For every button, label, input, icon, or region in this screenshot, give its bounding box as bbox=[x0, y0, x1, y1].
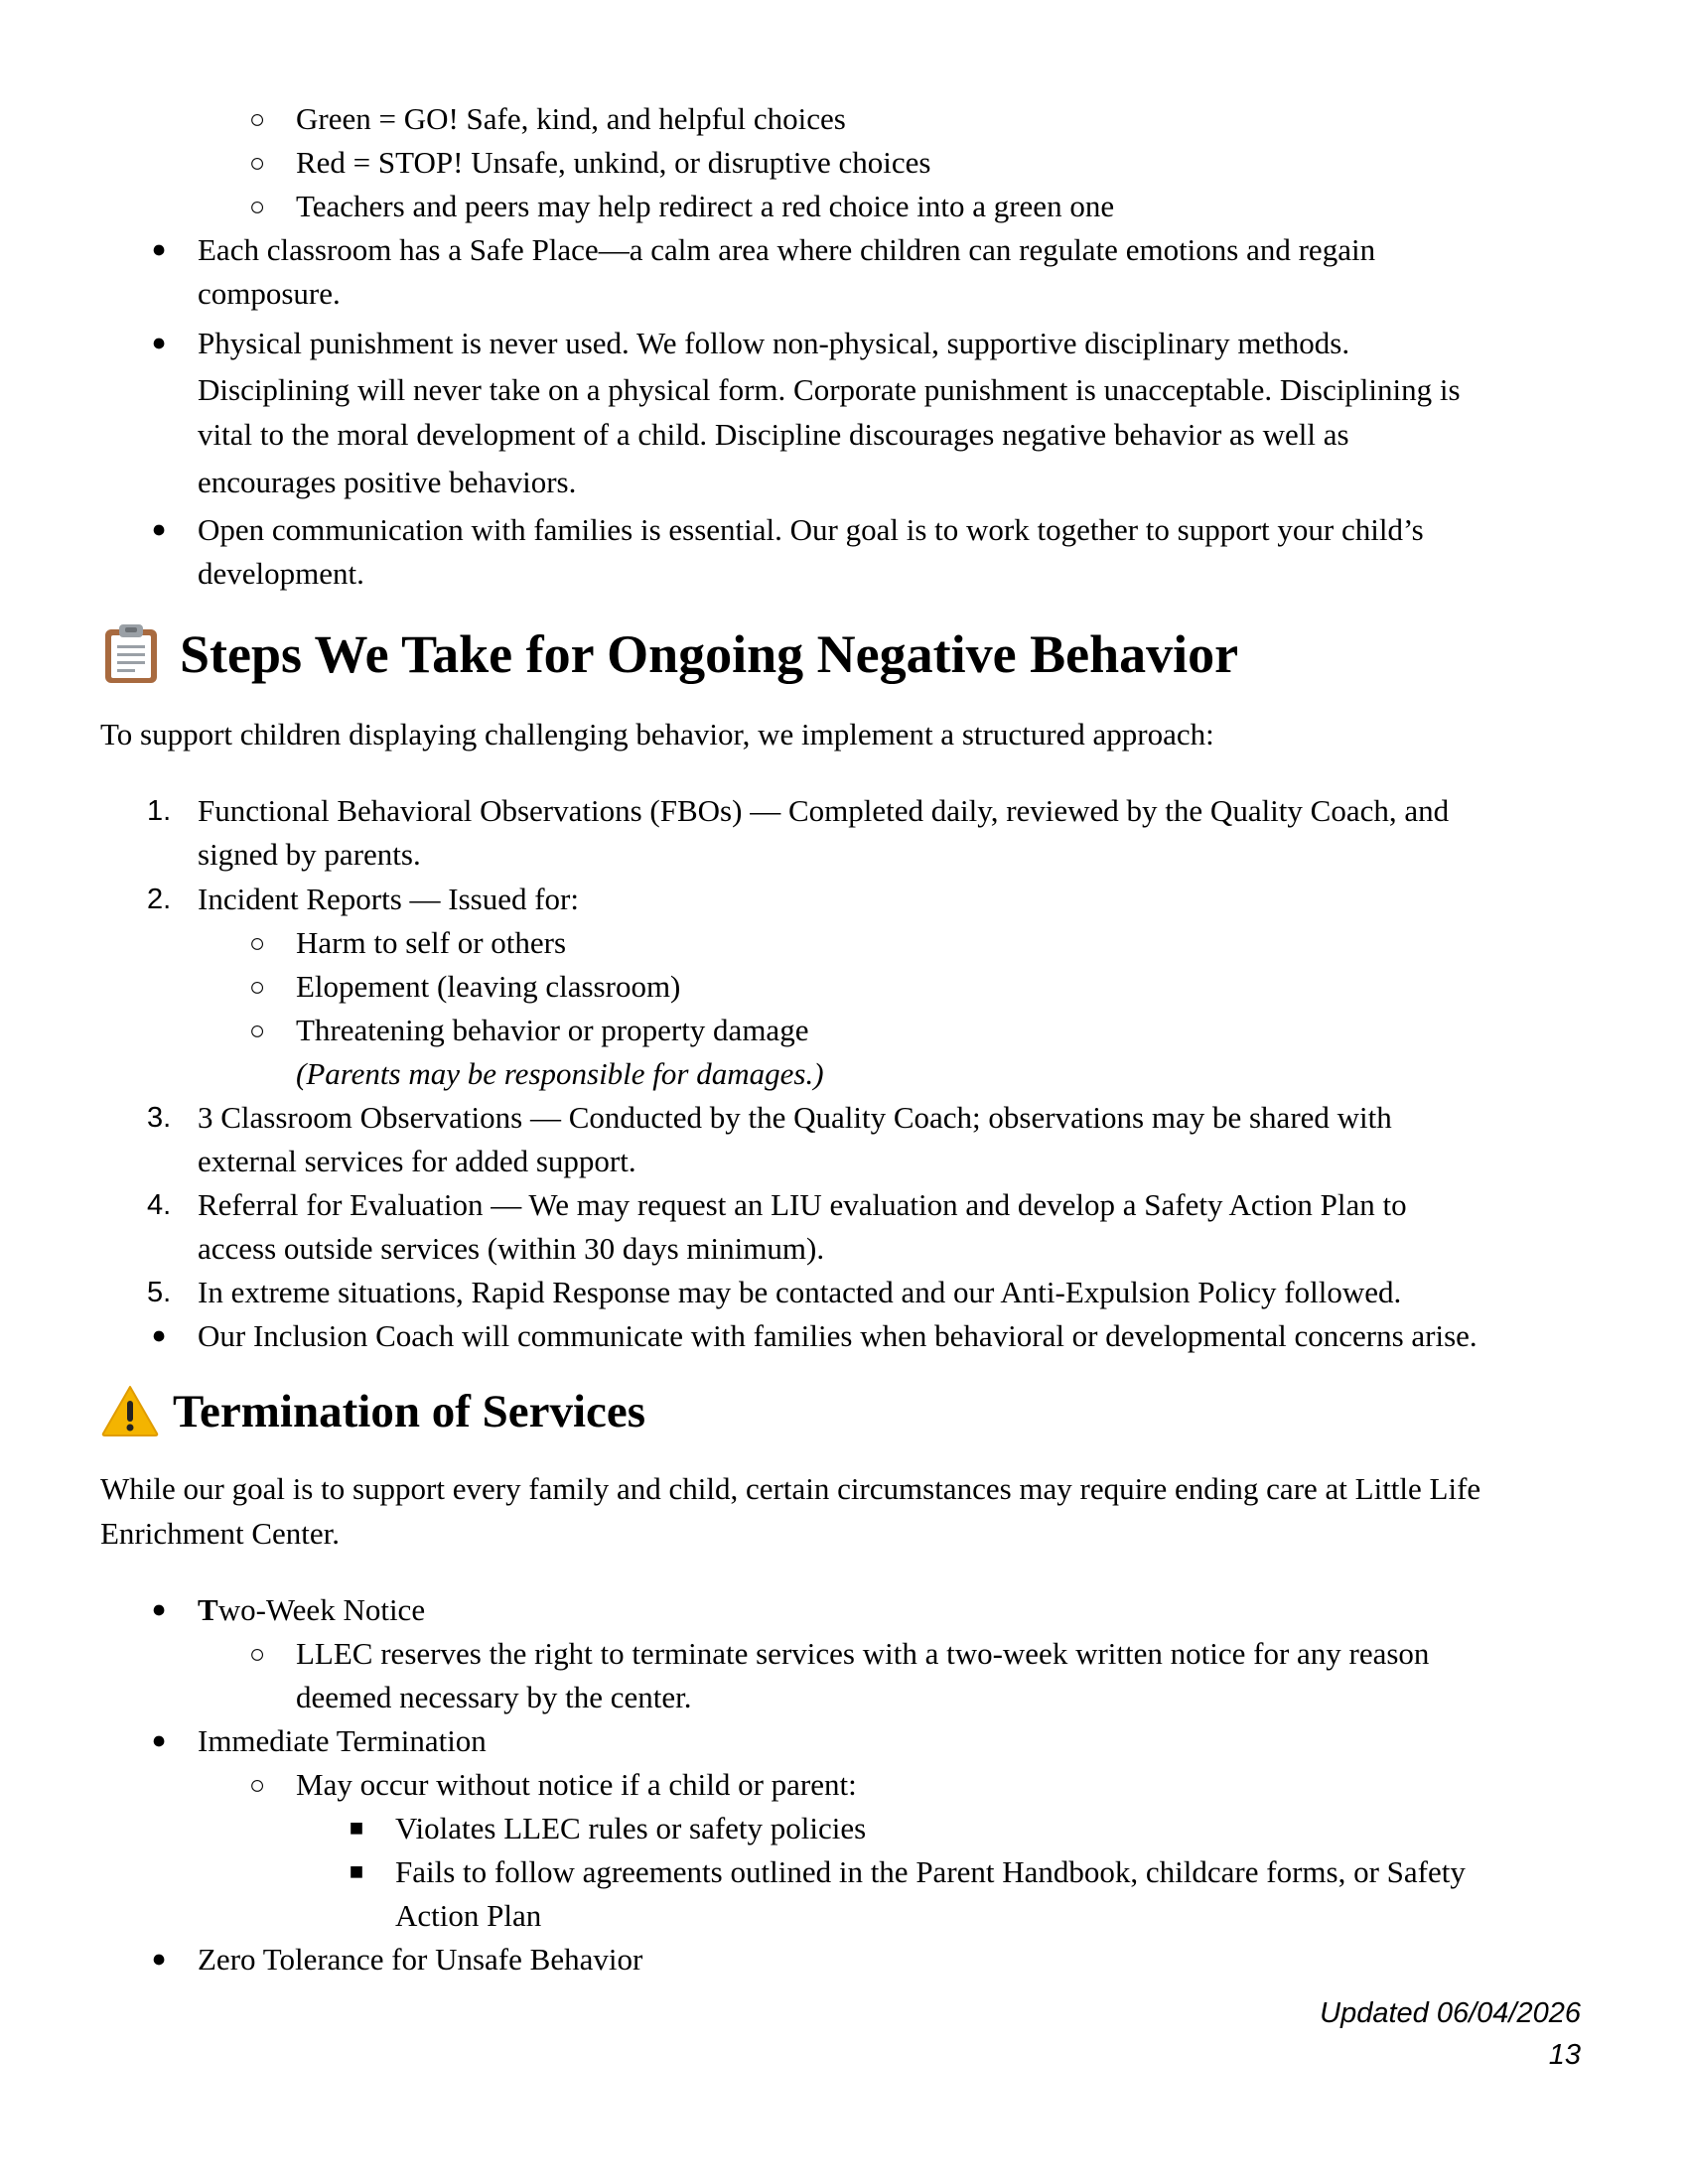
termination-intro: While our goal is to support every family and child, certain circumstances may require ending care at Little Life bbox=[100, 1471, 1481, 1506]
two-week-notice-initial: T bbox=[198, 1592, 218, 1627]
safe-place-text: Each classroom has a Safe Place—a calm area where children can regulate emotions and regain bbox=[198, 232, 1376, 267]
steps-heading: Steps We Take for Ongoing Negative Behavior bbox=[180, 624, 1239, 684]
two-week-notice-label bbox=[198, 1588, 425, 1632]
step-incident-text: Incident Reports — Issued for: bbox=[198, 882, 579, 916]
immediate-termination-text: May occur without notice if a child or parent: bbox=[296, 1767, 857, 1802]
green-rule-text: Green = GO! Safe, kind, and helpful choices bbox=[296, 101, 846, 136]
termination-heading: Termination of Services bbox=[173, 1386, 646, 1437]
termination-intro: Enrichment Center. bbox=[100, 1516, 341, 1551]
zero-tolerance-label: Zero Tolerance for Unsafe Behavior bbox=[198, 1942, 643, 1977]
list-circle-glyph: ○ bbox=[248, 1770, 266, 1800]
red-rule-text: Red = STOP! Unsafe, unkind, or disruptive choices bbox=[296, 145, 931, 180]
step-number: 5. bbox=[147, 1277, 172, 1308]
step-number: 2. bbox=[147, 884, 172, 915]
list-circle-glyph: ○ bbox=[248, 104, 266, 134]
immediate-termination-label: Immediate Termination bbox=[198, 1723, 487, 1758]
list-square-glyph: ■ bbox=[349, 1816, 364, 1842]
two-week-notice-text: LLEC reserves the right to terminate services with a two-week written notice for any reason bbox=[296, 1636, 1430, 1671]
list-circle-glyph: ○ bbox=[248, 148, 266, 178]
damages-note: (Parents may be responsible for damages.) bbox=[296, 1056, 824, 1091]
step-referral-text: Referral for Evaluation — We may request an LIU evaluation and develop a Safety Action Plan to bbox=[198, 1187, 1407, 1222]
list-bullet-glyph: ● bbox=[151, 516, 167, 543]
incident-elopement-text: Elopement (leaving classroom) bbox=[296, 969, 681, 1004]
inclusion-coach-text: Our Inclusion Coach will communicate with families when behavioral or developmental concerns arise. bbox=[198, 1318, 1477, 1353]
list-bullet-glyph: ● bbox=[151, 236, 167, 263]
page-number: 13 bbox=[1548, 2039, 1581, 2071]
updated-date: Updated 06/04/2026 bbox=[1320, 1997, 1581, 2029]
step-number: 3. bbox=[147, 1102, 172, 1134]
physical-punishment-text: vital to the moral development of a child. Discipline discourages negative behavior as well as bbox=[198, 417, 1349, 452]
steps-intro: To support children displaying challenging behavior, we implement a structured approach: bbox=[100, 717, 1214, 751]
redirect-rule-text: Teachers and peers may help redirect a red choice into a green one bbox=[296, 189, 1115, 223]
two-week-notice-text: deemed necessary by the center. bbox=[296, 1680, 692, 1714]
communication-text: development. bbox=[198, 556, 364, 591]
list-circle-glyph: ○ bbox=[248, 1016, 266, 1045]
physical-punishment-text: Physical punishment is never used. We follow non-physical, supportive disciplinary methods. bbox=[198, 326, 1350, 360]
fails-agreements-text: Action Plan bbox=[395, 1898, 542, 1933]
step-rapid-response-text: In extreme situations, Rapid Response may be contacted and our Anti-Expulsion Policy followed. bbox=[198, 1275, 1402, 1309]
step-number: 1. bbox=[147, 795, 172, 827]
violates-rules-text: Violates LLEC rules or safety policies bbox=[395, 1811, 867, 1845]
step-fbo-text: Functional Behavioral Observations (FBOs) — Completed daily, reviewed by the Quality Coach, and bbox=[198, 793, 1450, 828]
physical-punishment-text: Disciplining will never take on a physical form. Corporate punishment is unacceptable. Disciplining is bbox=[198, 372, 1461, 407]
list-circle-glyph: ○ bbox=[248, 928, 266, 958]
clipboard-icon bbox=[102, 623, 160, 685]
step-observations-text: 3 Classroom Observations — Conducted by the Quality Coach; observations may be shared with bbox=[198, 1100, 1392, 1135]
physical-punishment-text: encourages positive behaviors. bbox=[198, 465, 577, 499]
list-bullet-glyph: ● bbox=[151, 1596, 167, 1623]
two-week-notice-rest: wo-Week Notice bbox=[217, 1592, 426, 1627]
list-bullet-glyph: ● bbox=[151, 1322, 167, 1349]
step-number: 4. bbox=[147, 1189, 172, 1221]
list-bullet-glyph: ● bbox=[151, 1727, 167, 1754]
communication-text: Open communication with families is essential. Our goal is to work together to support your child’s bbox=[198, 512, 1424, 547]
warning-icon bbox=[100, 1384, 160, 1437]
step-observations-text: external services for added support. bbox=[198, 1144, 636, 1178]
list-circle-glyph: ○ bbox=[248, 972, 266, 1002]
list-bullet-glyph: ● bbox=[151, 330, 167, 356]
step-fbo-text: signed by parents. bbox=[198, 837, 421, 872]
list-bullet-glyph: ● bbox=[151, 1946, 167, 1973]
incident-threat-text: Threatening behavior or property damage bbox=[296, 1013, 809, 1047]
list-circle-glyph: ○ bbox=[248, 1639, 266, 1669]
step-referral-text: access outside services (within 30 days minimum). bbox=[198, 1231, 825, 1266]
safe-place-text: composure. bbox=[198, 276, 341, 311]
incident-harm-text: Harm to self or others bbox=[296, 925, 567, 960]
list-square-glyph: ■ bbox=[349, 1859, 364, 1885]
list-circle-glyph: ○ bbox=[248, 192, 266, 221]
fails-agreements-text: Fails to follow agreements outlined in the Parent Handbook, childcare forms, or Safety bbox=[395, 1854, 1466, 1889]
